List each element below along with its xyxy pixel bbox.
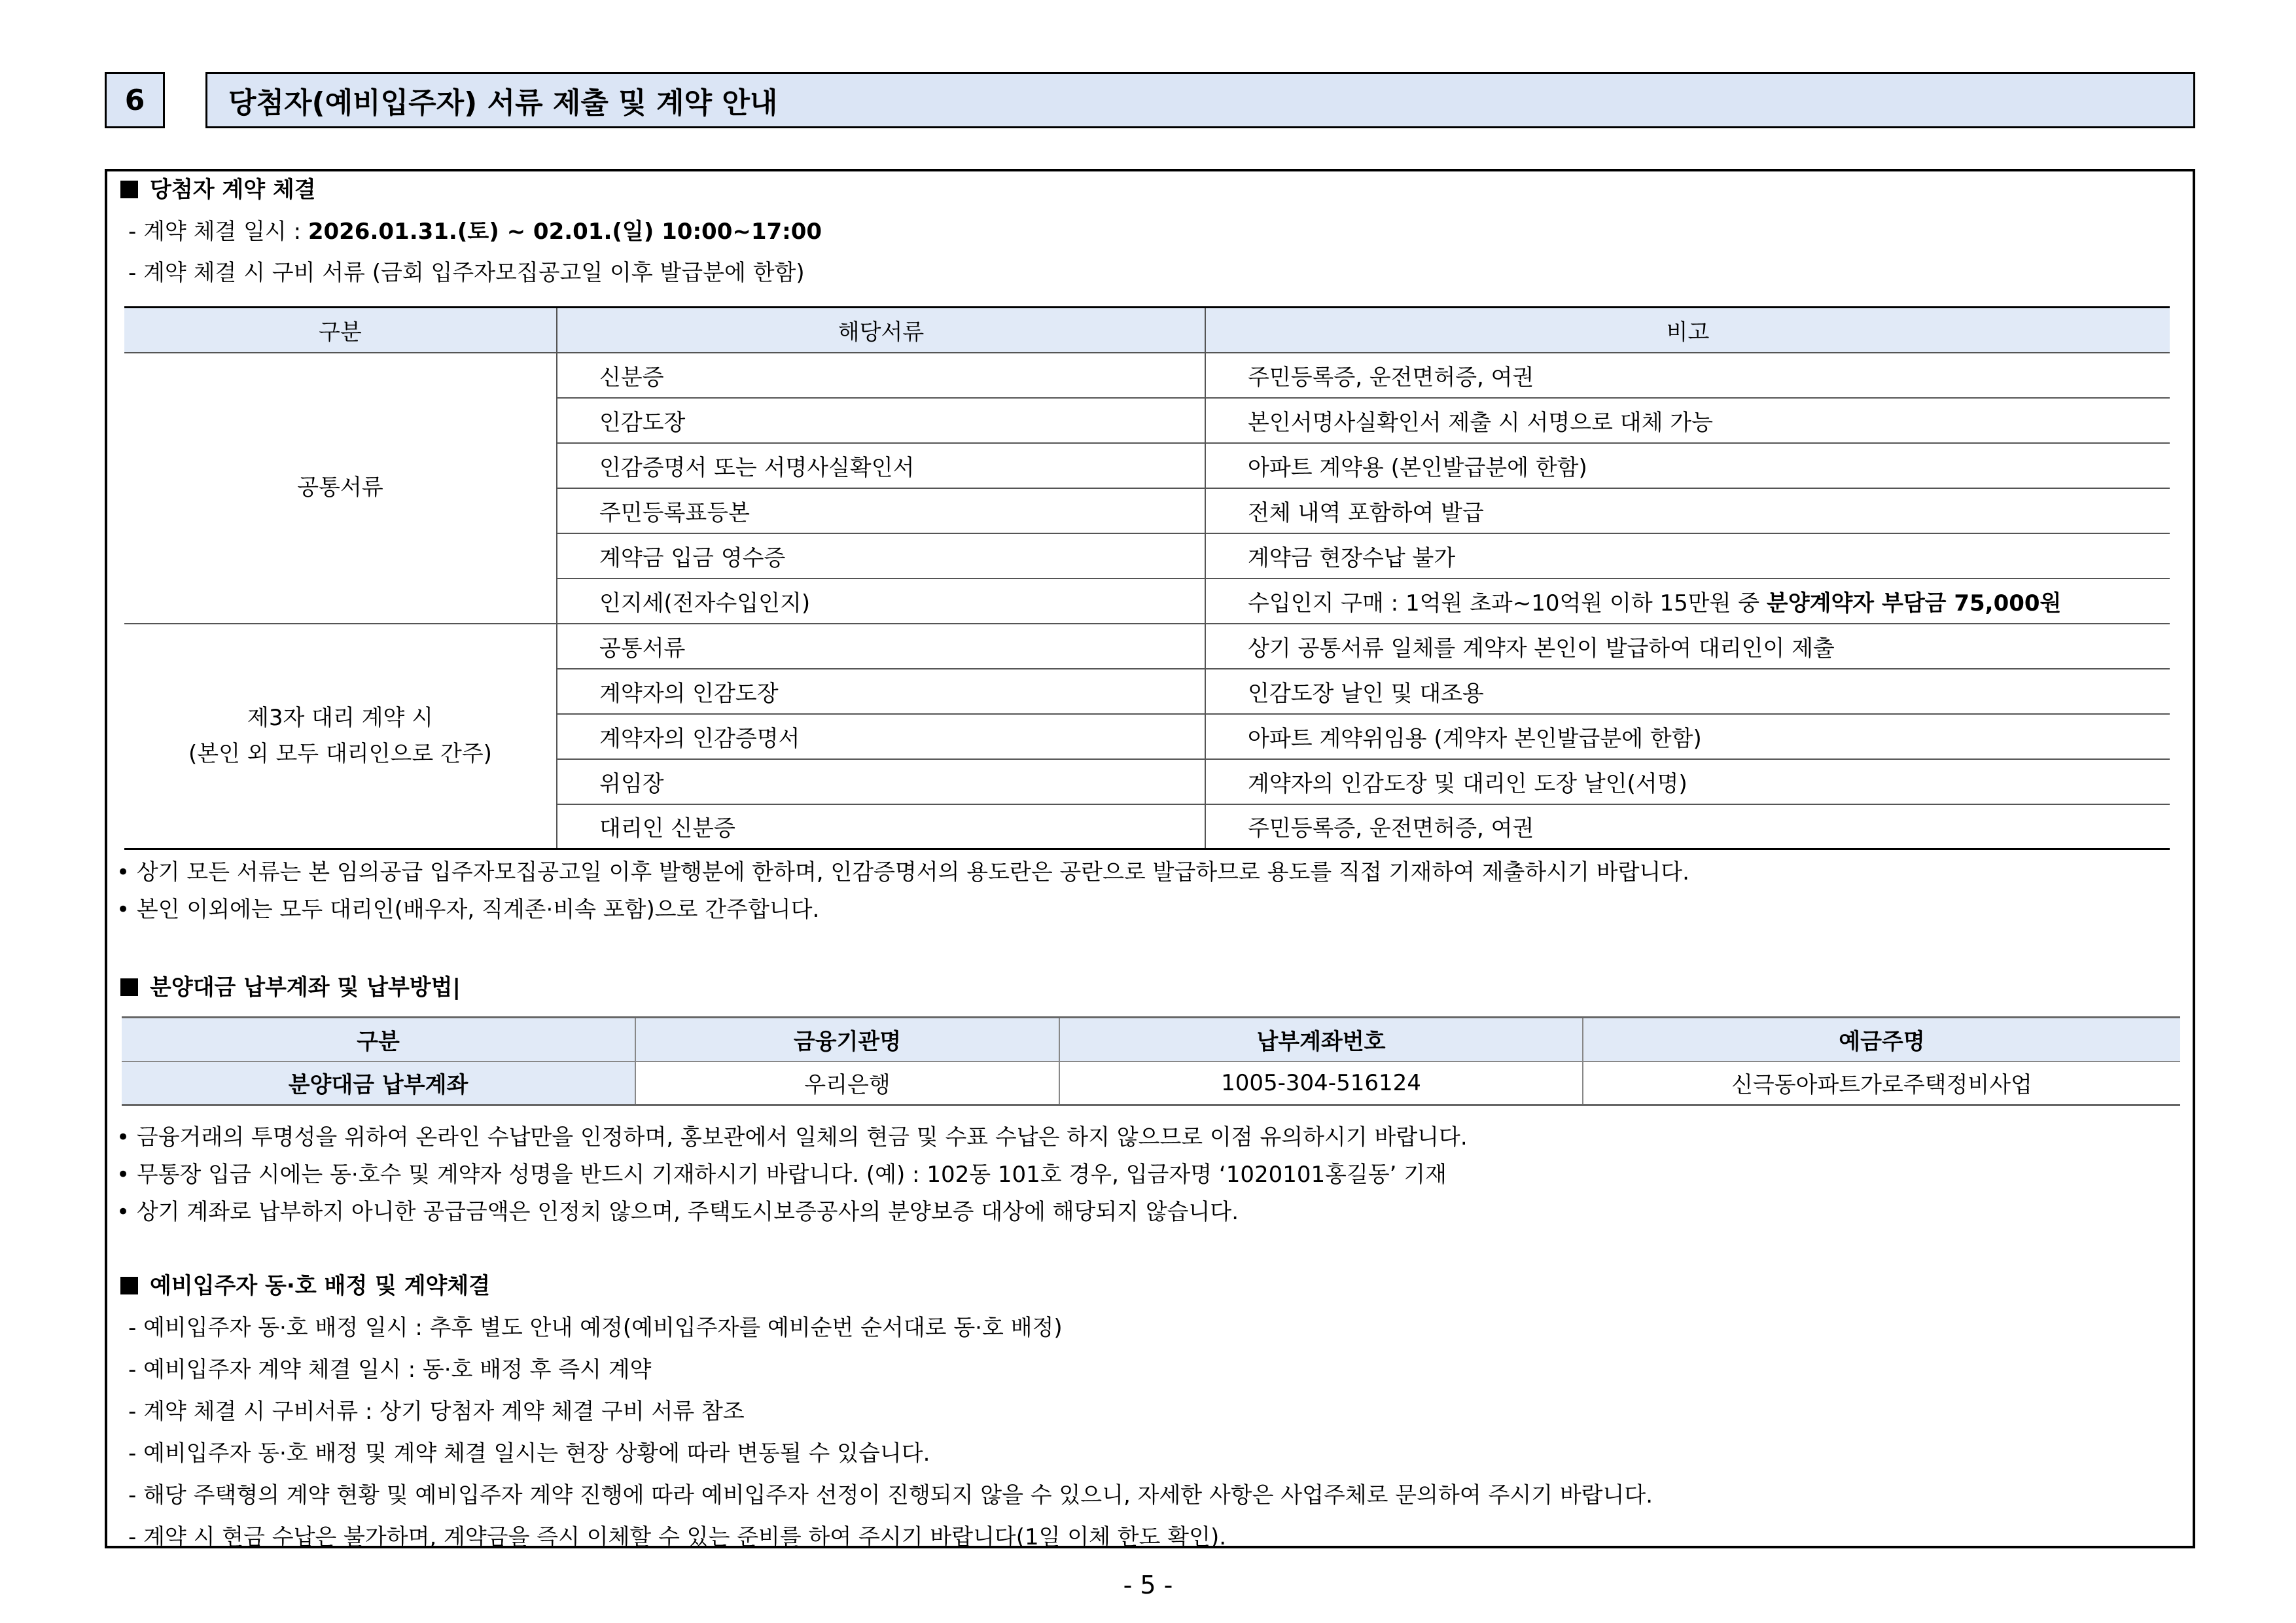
note-cell: 주민등록증, 운전면허증, 여권 [1205, 804, 2170, 849]
reserve-line: - 계약 체결 시 구비서류 : 상기 당첨자 계약 체결 구비 서류 참조 [128, 1399, 745, 1425]
reserve-line: - 해당 주택형의 계약 현황 및 예비입주자 계약 진행에 따라 예비입주자 선정이 진행되지 않을 수 있으니, 자세한 사항은 사업주체로 문의하여 주시기 바랍니다. [128, 1482, 1653, 1508]
note-cell: 아파트 계약위임용 (계약자 본인발급분에 한함) [1205, 714, 2170, 759]
group-proxy-label-line2: (본인 외 모두 대리인으로 간주) [188, 740, 492, 767]
reserve-line: - 계약 시 현금 수납은 불가하며, 계약금을 즉시 이체할 수 있는 준비를 하여 주시기 바랍니다(1일 이체 한도 확인). [128, 1524, 1227, 1550]
contract-docs-line: - 계약 체결 시 구비 서류 (금회 입주자모집공고일 이후 발급분에 한함) [128, 260, 805, 286]
contract-heading-text: 당첨자 계약 체결 [150, 177, 316, 203]
doc-cell: 대리인 신분증 [557, 804, 1205, 849]
doc-cell: 공통서류 [557, 624, 1205, 669]
col-header-document: 해당서류 [557, 308, 1205, 353]
doc-cell: 계약자의 인감증명서 [557, 714, 1205, 759]
contract-date-value: 2026.01.31.(토) ~ 02.01.(일) 10:00~17:00 [308, 219, 822, 245]
square-bullet-icon [120, 978, 138, 996]
reserve-line: - 예비입주자 동·호 배정 일시 : 추후 별도 안내 예정(예비입주자를 예비순번 순서대로 동·호 배정) [128, 1315, 1063, 1341]
note-cell [1205, 579, 2170, 624]
col-header-category: 구분 [122, 1018, 635, 1061]
reserve-heading-text: 예비입주자 동·호 배정 및 계약체결 [150, 1273, 491, 1299]
col-header-category: 구분 [124, 308, 557, 353]
doc-cell: 인지세(전자수입인지) [557, 579, 1205, 624]
doc-note: • 본인 이외에는 모두 대리인(배우자, 직계존·비속 포함)으로 간주합니다. [116, 897, 820, 923]
col-header-account: 납부계좌번호 [1059, 1018, 1583, 1061]
table-row [124, 353, 2170, 398]
stamp-note-bold: 분양계약자 부담금 75,000원 [1766, 590, 2062, 616]
reserve-line: - 예비입주자 계약 체결 일시 : 동·호 배정 후 즉시 계약 [128, 1357, 652, 1383]
note-cell: 주민등록증, 운전면허증, 여권 [1205, 353, 2170, 398]
payment-note: • 금융거래의 투명성을 위하여 온라인 수납만을 인정하며, 홍보관에서 일체의 현금 및 수표 수납은 하지 않으므로 이점 유의하시기 바랍니다. [116, 1124, 1468, 1150]
doc-cell: 신분증 [557, 353, 1205, 398]
table-row [124, 624, 2170, 669]
square-bullet-icon [120, 181, 138, 198]
stamp-note-plain: 수입인지 구매 : 1억원 초과~10억원 이하 15만원 중 [1248, 590, 1767, 616]
col-header-holder: 예금주명 [1583, 1018, 2180, 1061]
group-common-label: 공통서류 [124, 353, 557, 624]
account-row-label: 분양대금 납부계좌 [122, 1061, 635, 1105]
note-cell: 상기 공통서류 일체를 계약자 본인이 발급하여 대리인이 제출 [1205, 624, 2170, 669]
contract-date-line [128, 213, 822, 245]
col-header-note: 비고 [1205, 308, 2170, 353]
doc-cell: 주민등록표등본 [557, 488, 1205, 533]
payment-heading-text: 분양대금 납부계좌 및 납부방법| [150, 974, 461, 1001]
page-number: - 5 - [1123, 1571, 1173, 1599]
col-header-bank: 금융기관명 [635, 1018, 1059, 1061]
section-title: 당첨자(예비입주자) 서류 제출 및 계약 안내 [205, 72, 2195, 128]
doc-cell: 계약금 입금 영수증 [557, 533, 1205, 579]
account-table [122, 1016, 2180, 1106]
bank-name: 우리은행 [635, 1061, 1059, 1105]
note-cell: 계약금 현장수납 불가 [1205, 533, 2170, 579]
account-holder: 신극동아파트가로주택정비사업 [1583, 1061, 2180, 1105]
document-table [124, 306, 2170, 850]
note-cell: 전체 내역 포함하여 발급 [1205, 488, 2170, 533]
account-number: 1005-304-516124 [1059, 1061, 1583, 1105]
payment-note: • 상기 계좌로 납부하지 아니한 공급금액은 인정치 않으며, 주택도시보증공사의 분양보증 대상에 해당되지 않습니다. [116, 1199, 1239, 1225]
doc-cell: 계약자의 인감도장 [557, 669, 1205, 714]
doc-note: • 상기 모든 서류는 본 임의공급 입주자모집공고일 이후 발행분에 한하며, 인감증명서의 용도란은 공란으로 발급하므로 용도를 직접 기재하여 제출하시기 바랍니다. [116, 859, 1689, 885]
doc-cell: 인감도장 [557, 398, 1205, 443]
group-proxy-label-line1: 제3자 대리 계약 시 [247, 705, 433, 732]
note-cell: 계약자의 인감도장 및 대리인 도장 날인(서명) [1205, 759, 2170, 804]
contract-heading [120, 171, 316, 204]
note-cell: 아파트 계약용 (본인발급분에 한함) [1205, 443, 2170, 488]
doc-cell: 위임장 [557, 759, 1205, 804]
section-number: 6 [105, 72, 165, 128]
reserve-heading [120, 1268, 490, 1300]
contract-date-label: - 계약 체결 일시 : [128, 219, 308, 245]
note-cell: 인감도장 날인 및 대조용 [1205, 669, 2170, 714]
reserve-line: - 예비입주자 동·호 배정 및 계약 체결 일시는 현장 상황에 따라 변동될 수 있습니다. [128, 1440, 930, 1467]
payment-heading [120, 969, 461, 1001]
group-proxy-label [124, 624, 557, 849]
table-header-row [124, 308, 2170, 353]
table-row [122, 1061, 2180, 1105]
table-header-row [122, 1018, 2180, 1061]
square-bullet-icon [120, 1277, 138, 1294]
payment-note: • 무통장 입금 시에는 동·호수 및 계약자 성명을 반드시 기재하시기 바랍니다. (예) : 102동 101호 경우, 입금자명 ‘1020101홍길동’ 기재 [116, 1162, 1447, 1188]
note-cell: 본인서명사실확인서 제출 시 서명으로 대체 가능 [1205, 398, 2170, 443]
doc-cell: 인감증명서 또는 서명사실확인서 [557, 443, 1205, 488]
